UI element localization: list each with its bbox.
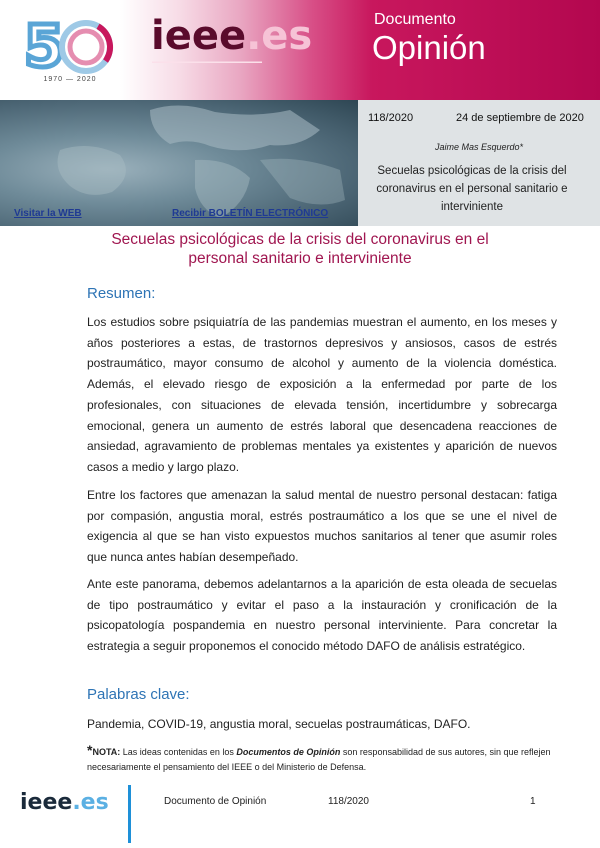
page-number: 1 bbox=[530, 796, 536, 807]
article-title: Secuelas psicológicas de la crisis del coronavirus en el personal sanitario e interviniente bbox=[111, 231, 489, 267]
footer-doc-number: 118/2020 bbox=[328, 796, 369, 807]
note-text-a: Las ideas contenidas en los bbox=[122, 747, 234, 757]
note-star: * bbox=[87, 742, 93, 758]
logo-subtitle-strip: ▬▬▬▬▬▬▬▬▬▬▬▬▬▬▬▬▬▬▬▬▬▬ bbox=[152, 59, 262, 65]
disclaimer-note bbox=[87, 743, 561, 775]
doc-series-title: Opinión bbox=[372, 29, 486, 66]
keywords-heading: Palabras clave: bbox=[87, 686, 190, 703]
doc-date: 24 de septiembre de 2020 bbox=[456, 112, 584, 124]
footer-logo-es: .es bbox=[72, 790, 109, 815]
footer-doc-label: Documento de Opinión bbox=[164, 796, 267, 807]
svg-text:5: 5 bbox=[24, 12, 65, 80]
abstract-paragraph-2: Entre los factores que amenazan la salud mental de nuestro personal destacan: fatiga por compasión, angustia moral, estrés postraumático a los que se une el nivel de exigencia al que se han visto expuestos muchos sanitarios al tener que asumir roles que nunca antes habían desempeñado. bbox=[87, 488, 557, 565]
ieee-es-logo bbox=[151, 13, 313, 59]
logo-ieee: ieee bbox=[151, 13, 247, 59]
doc-number: 118/2020 bbox=[368, 112, 414, 124]
visit-web-link[interactable]: Visitar la WEB bbox=[14, 208, 82, 219]
footer-logo-ieee: ieee bbox=[20, 790, 73, 815]
abstract-paragraph-1: Los estudios sobre psiquiatría de las pandemias muestran el aumento, en los meses y años posteriores a estas, de trastornos depresivos y ansiosos, casos de estrés postraumático, mayor consumo de alcohol y aumento de la violencia doméstica. Además, el elevado riesgo de exposición a la enfermedad por parte de los profesionales, con situaciones de elevada tensión, incertidumbre y sobrecarga emocional, genera un aumento de estrés laboral que desencadena reacciones de ansiedad, agravamiento de problemas mentales ya existentes y aparición de nuevos casos a medio y largo plazo. bbox=[87, 315, 557, 474]
footer-divider bbox=[128, 785, 131, 843]
header-short-title: Secuelas psicológicas de la crisis del coronavirus en el personal sanitario e interviniente bbox=[376, 165, 568, 213]
document-header bbox=[0, 0, 600, 226]
resumen-heading: Resumen: bbox=[87, 285, 156, 302]
note-text-b: son responsabilidad de sus autores, sin que reflejen necesariamente el pensamiento del IEEE o del Ministerio de Defensa. bbox=[87, 747, 551, 772]
author-name: Jaime Mas Esquerdo* bbox=[434, 142, 524, 152]
note-label: NOTA: bbox=[92, 747, 121, 757]
newsletter-link[interactable]: Recibir BOLETÍN ELECTRÓNICO bbox=[172, 208, 329, 219]
note-emphasis: Documentos de Opinión bbox=[236, 747, 341, 757]
logo-es: .es bbox=[246, 13, 313, 59]
logo-years: 1970 — 2020 bbox=[43, 76, 97, 83]
doc-kind: Documento bbox=[374, 11, 456, 28]
keywords-text: Pandemia, COVID-19, angustia moral, secuelas postraumáticas, DAFO. bbox=[87, 717, 471, 731]
footer-logo bbox=[20, 790, 109, 815]
abstract-paragraph-3: Ante este panorama, debemos adelantarnos a la aparición de esta oleada de secuelas de tipo postraumático y evitar el paso a la instauración y cronificación de la psicopatología pospandemia en nuestro personal interviniente. Para concretar la estrategia a seguir proponemos el conocido método DAFO de análisis estratégico. bbox=[87, 577, 557, 654]
